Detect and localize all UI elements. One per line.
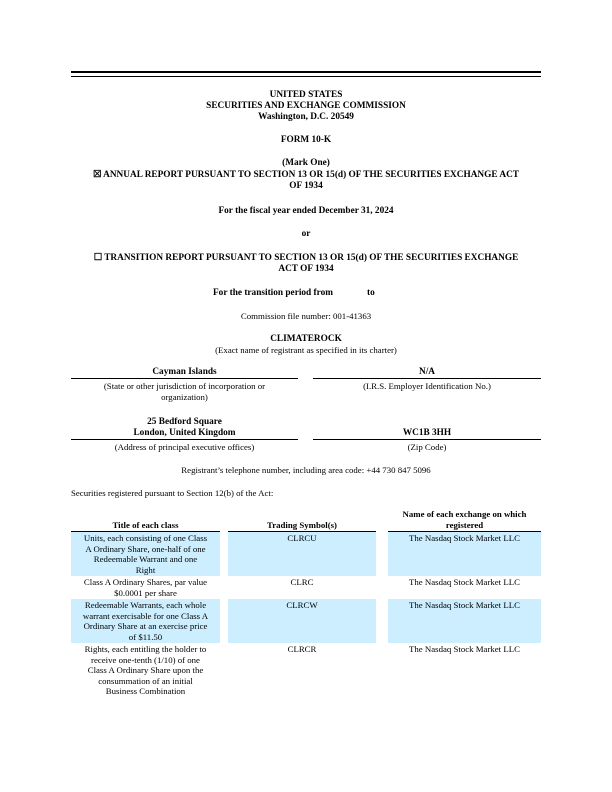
annual-report-line1 [71, 170, 541, 181]
header-exchange [388, 509, 541, 532]
header-symbol: Trading Symbol(s) [228, 509, 376, 532]
zip-underline [313, 439, 541, 440]
address-underline [71, 439, 298, 440]
row-exchange: The Nasdaq Stock Market LLC [409, 644, 520, 654]
state-caption-line2: organization) [161, 392, 208, 402]
transition-report-text: TRANSITION REPORT PURSUANT TO SECTION 13 OR 15(d) OF THE SECURITIES EXCHANGE [104, 253, 519, 263]
address-line1: 25 Bedford Square [147, 417, 222, 427]
header-title: Title of each class [71, 509, 220, 532]
header-exchange-line1: Name of each exchange on which [402, 509, 527, 519]
zip-caption: (Zip Code) [407, 442, 447, 452]
row-exchange: The Nasdaq Stock Market LLC [409, 577, 520, 587]
table-row [71, 643, 541, 698]
table-row [71, 576, 541, 599]
state-caption-line1: (State or other jurisdiction of incorporation or [103, 381, 266, 391]
row-exchange: The Nasdaq Stock Market LLC [388, 532, 541, 577]
transition-report-line2: ACT OF 1934 [278, 264, 334, 274]
table-header-row [71, 509, 541, 532]
registrant-name: CLIMATEROCK [270, 334, 342, 344]
annual-report-checkbox[interactable]: ☒ [92, 170, 102, 180]
header-line2: SECURITIES AND EXCHANGE COMMISSION [206, 101, 406, 111]
registrant-name-caption: (Exact name of registrant as specified in its charter) [215, 345, 397, 355]
transition-report-line1 [71, 253, 541, 264]
header-line1: UNITED STATES [269, 90, 343, 100]
zip-value: WC1B 3HH [402, 428, 452, 438]
row-symbol: CLRCU [228, 532, 376, 577]
table-row [71, 532, 541, 577]
fiscal-year: For the fiscal year ended December 31, 2024 [218, 206, 394, 216]
top-rule [71, 71, 541, 73]
ein-value: N/A [418, 367, 435, 377]
form-title: FORM 10-K [280, 135, 332, 145]
table-row [71, 599, 541, 643]
row-symbol: CLRC [290, 577, 314, 587]
row-title: Rights, each entitling the holder to receive one-tenth (1/10) of one Class A Ordinary Share upon the consummation of an initial Business Combination [84, 644, 207, 696]
registrant-phone: Registrant’s telephone number, including area code: +44 730 847 5096 [181, 465, 431, 475]
top-rule-thin [71, 76, 541, 77]
row-symbol: CLRCR [287, 644, 317, 654]
securities-table [71, 509, 541, 698]
ein-underline [313, 378, 541, 379]
row-title: Class A Ordinary Shares, par value $0.0001 per share [83, 577, 208, 598]
annual-report-text: ANNUAL REPORT PURSUANT TO SECTION 13 OR 15(d) OF THE SECURITIES EXCHANGE ACT [103, 170, 520, 180]
address-caption: (Address of principal executive offices) [114, 442, 255, 452]
ein-caption: (I.R.S. Employer Identification No.) [363, 381, 491, 391]
row-symbol: CLRCW [228, 599, 376, 643]
address-line2: London, United Kingdom [133, 428, 236, 438]
mark-one: (Mark One) [282, 158, 330, 168]
annual-report-line2: OF 1934 [289, 181, 323, 191]
transition-period-to: to [367, 288, 375, 298]
row-title: Units, each consisting of one Class A Ordinary Share, one-half of one Redeemable Warrant and one Right [71, 532, 220, 577]
state-underline [71, 378, 298, 379]
row-exchange: The Nasdaq Stock Market LLC [388, 599, 541, 643]
commission-file: Commission file number: 001-41363 [240, 311, 372, 321]
row-title: Redeemable Warrants, each whole warrant exercisable for one Class A Ordinary Share at an exercise price of $11.50 [71, 599, 220, 643]
transition-period-from: For the transition period from [213, 288, 333, 298]
header-line3: Washington, D.C. 20549 [258, 112, 354, 122]
transition-report-checkbox[interactable]: ☐ [93, 253, 103, 263]
securities-intro: Securities registered pursuant to Section 12(b) of the Act: [71, 488, 274, 498]
header-exchange-line2: registered [445, 519, 484, 530]
or-text: or [301, 229, 311, 239]
state-value: Cayman Islands [152, 367, 217, 377]
